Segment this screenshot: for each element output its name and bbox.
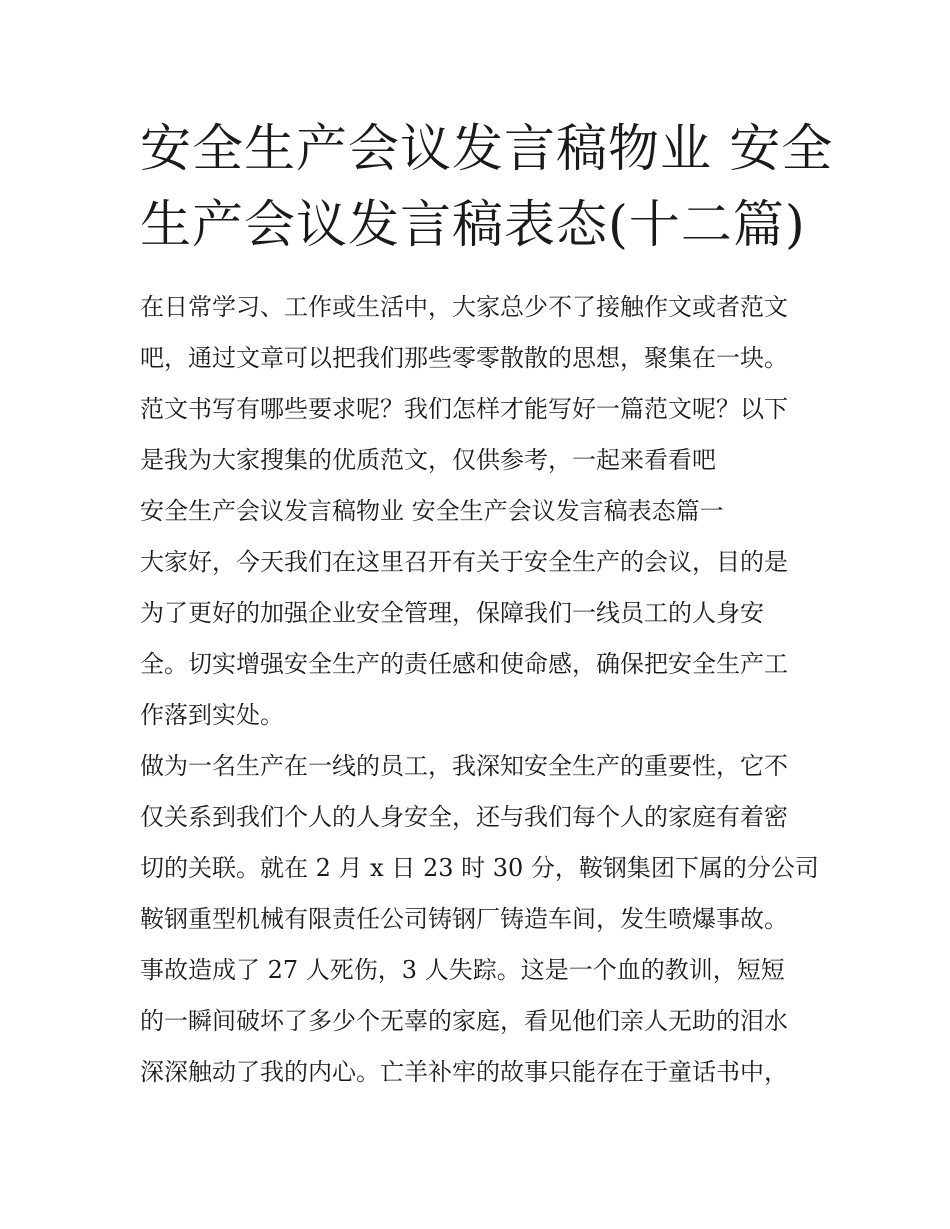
paragraph-incident bbox=[140, 741, 819, 1098]
document-body bbox=[140, 282, 819, 1098]
text-line: 安全生产会议发言稿物业 安全生产会议发言稿表态篇一 bbox=[140, 497, 724, 525]
title-line: 生产会议发言稿表态(十二篇) bbox=[140, 196, 806, 255]
text-line: 为了更好的加强企业安全管理，保障我们一线员工的人身安 bbox=[140, 599, 764, 627]
text-line: 在日常学习、工作或生活中，大家总少不了接触作文或者范文 bbox=[140, 293, 788, 321]
text-line: 的一瞬间破坏了多少个无辜的家庭，看见他们亲人无助的泪水 bbox=[140, 1007, 788, 1035]
document-title bbox=[140, 112, 834, 264]
text-line: 作落到实处。 bbox=[140, 701, 284, 729]
text-line: 范文书写有哪些要求呢？我们怎样才能写好一篇范文呢？以下 bbox=[140, 395, 788, 423]
document-content bbox=[140, 112, 834, 1098]
text-line: 全。切实增强安全生产的责任感和使命感，确保把安全生产工 bbox=[140, 650, 788, 678]
text-line: 切的关联。就在 2 月 x 日 23 时 30 分，鞍钢集团下属的分公司 bbox=[140, 854, 819, 882]
paragraph-greeting bbox=[140, 537, 815, 741]
title-line: 安全生产会议发言稿物业 安全 bbox=[140, 120, 834, 179]
text-line: 大家好，今天我们在这里召开有关于安全生产的会议，目的是 bbox=[140, 548, 788, 576]
text-line: 鞍钢重型机械有限责任公司铸钢厂铸造车间，发生喷爆事故。 bbox=[140, 905, 788, 933]
paragraph-intro bbox=[140, 282, 815, 486]
section-heading bbox=[140, 486, 815, 537]
text-line: 深深触动了我的内心。亡羊补牢的故事只能存在于童话书中， bbox=[140, 1058, 788, 1086]
text-line: 做为一名生产在一线的员工，我深知安全生产的重要性，它不 bbox=[140, 752, 788, 780]
text-line: 是我为大家搜集的优质范文，仅供参考，一起来看看吧 bbox=[140, 446, 716, 474]
text-line: 事故造成了 27 人死伤，3 人失踪。这是一个血的教训，短短 bbox=[140, 956, 785, 984]
text-line: 吧，通过文章可以把我们那些零零散散的思想，聚集在一块。 bbox=[140, 344, 788, 372]
text-line: 仅关系到我们个人的人身安全，还与我们每个人的家庭有着密 bbox=[140, 803, 788, 831]
